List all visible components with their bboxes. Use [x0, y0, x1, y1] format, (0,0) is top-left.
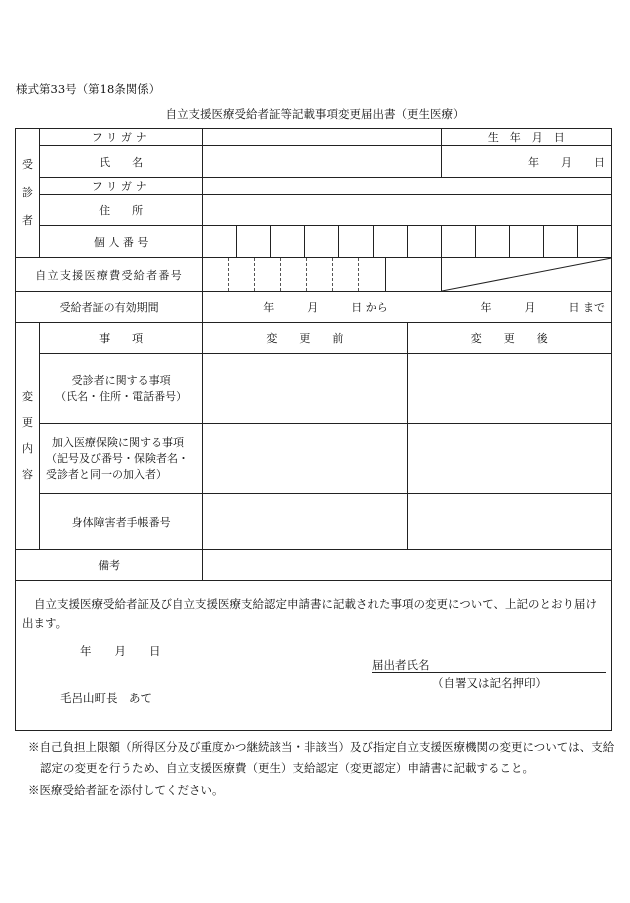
- mynumber-digit-cell[interactable]: [271, 226, 305, 258]
- mynumber-digit-cell[interactable]: [475, 226, 509, 258]
- validity-from: 年 月 日 から: [263, 301, 388, 314]
- application-form-table: [15, 128, 612, 731]
- change-row-insurance: 加入医療保険に関する事項 （記号及び番号・保険者名・ 受診者と同一の加入者）: [40, 424, 203, 494]
- address-furigana-label: フリガナ: [40, 178, 203, 195]
- addressee: 毛呂山町長 あて: [60, 691, 152, 705]
- note-2: ※医療受給者証を添付してください。: [28, 783, 224, 797]
- applicant-name-field[interactable]: [372, 658, 606, 673]
- mynumber-digit-cell[interactable]: [373, 226, 407, 258]
- validity-label: 受給者証の有効期間: [16, 292, 203, 323]
- mynumber-digit-cell[interactable]: [339, 226, 373, 258]
- declaration-text: 自立支援医療受給者証及び自立支援医療支給認定申請書に記載された事項の変更について、上記のとおり届け 出ます。: [22, 597, 598, 630]
- remarks-label: 備考: [16, 550, 203, 581]
- mynumber-digit-cell[interactable]: [543, 226, 577, 258]
- change-row-patient: 受診者に関する事項 （氏名・住所・電話番号）: [40, 354, 203, 424]
- change-row-disability: 身体障害者手帳番号: [40, 494, 203, 550]
- mynumber-digit-cell[interactable]: [407, 226, 441, 258]
- change-before-disability[interactable]: [203, 494, 407, 550]
- recipient-number-blank: [441, 258, 611, 292]
- change-header-before: 変 更 前: [203, 323, 407, 354]
- change-header-item: 事 項: [40, 323, 203, 354]
- change-before-insurance[interactable]: [203, 424, 407, 494]
- change-section-label: 変 更 内 容: [16, 323, 40, 550]
- mynumber-digit-cell[interactable]: [305, 226, 339, 258]
- mynumber-digit-cell[interactable]: [203, 226, 237, 258]
- mynumber-label: 個 人 番 号: [40, 226, 203, 258]
- birth-date-label: 生 年 月 日: [441, 129, 611, 146]
- address-input[interactable]: [203, 195, 612, 226]
- name-label: 氏 名: [40, 146, 203, 178]
- declaration-date: 年 月 日: [80, 644, 161, 658]
- note-1: ※自己負担上限額（所得区分及び重度かつ継続該当・非該当）及び指定自立支援医療機関の変更については、支給 認定の変更を行うため、自立支援医療費（更生）支給認定（変更認定）申請書に記載すること。: [28, 740, 615, 775]
- validity-to: 年 月 日 まで: [480, 301, 605, 314]
- mynumber-digit-cell[interactable]: [237, 226, 271, 258]
- recipient-number-label: 自立支援医療費受給者番号: [16, 258, 203, 292]
- recipient-number-input[interactable]: [203, 258, 441, 292]
- mynumber-digit-cell[interactable]: [509, 226, 543, 258]
- change-before-patient[interactable]: [203, 354, 407, 424]
- declaration-box: [16, 581, 612, 731]
- furigana-label: フリガナ: [40, 129, 203, 146]
- remarks-input[interactable]: [203, 550, 612, 581]
- form-number: 様式第33号（第18条関係）: [16, 82, 161, 96]
- address-furigana-input[interactable]: [203, 178, 612, 195]
- mynumber-digit-cell[interactable]: [441, 226, 475, 258]
- mynumber-digit-cell[interactable]: [577, 226, 611, 258]
- validity-input[interactable]: [203, 292, 612, 323]
- applicant-name-label: 届出者氏名: [372, 658, 430, 672]
- change-header-after: 変 更 後: [407, 323, 611, 354]
- change-after-disability[interactable]: [407, 494, 611, 550]
- seal-note: （自署又は記名押印）: [432, 676, 547, 690]
- page-title: 自立支援医療受給者証等記載事項変更届出書（更生医療）: [165, 107, 465, 121]
- birth-date-format: 年 月 日: [528, 155, 605, 169]
- address-label: 住 所: [40, 195, 203, 226]
- furigana-input[interactable]: [203, 129, 441, 146]
- recipient-number-dashed-cells: [203, 258, 440, 291]
- change-after-insurance[interactable]: [407, 424, 611, 494]
- name-input[interactable]: [203, 146, 441, 178]
- patient-section-label: 受 診 者: [16, 129, 40, 258]
- birth-date-input[interactable]: [441, 146, 611, 178]
- change-after-patient[interactable]: [407, 354, 611, 424]
- diagonal-strike: [442, 258, 611, 291]
